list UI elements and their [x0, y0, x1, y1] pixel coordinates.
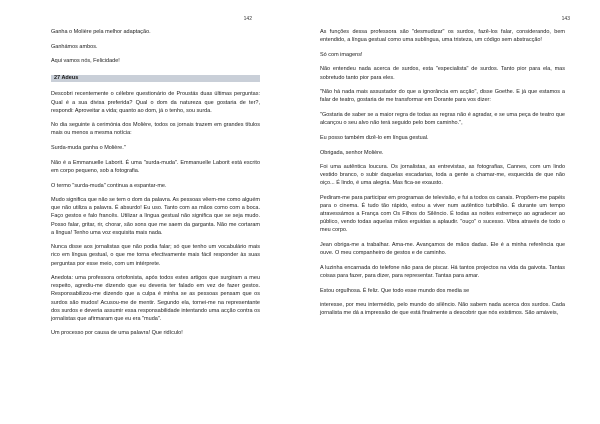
right-text-column: [320, 28, 565, 324]
paragraph: Mudo significa que não se tem o dom da palavra. As pessoas vêem-me como alguém que não utiliza a palavra. É absurdo! Eu uso. Tanto com as mãos como com a boca. Faço gestos e falo francês. Utilizar a língua gestual não significa que se seja mudo. Posso falar, gritar, rir, chorar, são sons que me saem da garganta. Não me cortaram a língua! Tenho uma voz esquisita mais nada.: [51, 197, 260, 236]
page-number: 142: [243, 16, 252, 22]
paragraph: Surda-muda ganha o Molière.": [51, 145, 126, 152]
paragraph: Obrigada, senhor Molière.: [320, 149, 384, 156]
paragraph: Foi uma autêntica loucura. Os jornalistas, as entrevistas, as fotografias, Cannes, com um lindo vestido branco, o subir daquelas escadarias, toda a gente a chamar-me, esquecida de que não oiço... É lindo, é uma alegria. Mas fica-se exausto.: [320, 164, 565, 187]
paragraph: Descobri recentemente o célebre questionário de Proustás duas últimas perguntas: Qual é a sua divisa preferida? Qual o dom da natureza que gostaria de ter?, respondi: Aproveitar a vida; quanto ao dom, já o tenho, sou surda.: [51, 91, 260, 114]
paragraph: Estou orgulhosa. É feliz. Que todo esse mundo dos media se: [320, 287, 470, 294]
paragraph: Pediram-me para participar em programas de televisão, e fui a todos os canais. Propõem-me papéis para o cinema. É tudo tão rápido, estou a viver num autêntico turbilhão. É durante um tempo atravessámos a França com Os Filhos do Silêncio. É todas as noites estremeço ao agradecer ao público, vendo todas aquelas mãos erguidas a aplaudir. "ouço" o sucesso. Vibra através de todo o meu corpo.: [320, 195, 565, 234]
paragraph: Anedota: uma professora ortofonista, após todos estes artigos que surgiram a meu respeito, agrediu-me dizendo que eu deveria ter falado em vez de fazer gestos. Responsabilizou-me dizendo que a culpa é minha se as pessoas pensam que os surdos são mudos! Acusou-me de mentir. Segundo ela, tornei-me na representante dos surdos e deveria assumir essa responsabilidade intentando uma acção contra os jornalistas que afirmaram que eu era "muda".: [51, 275, 260, 322]
paragraph: Só com imagens!: [320, 51, 363, 58]
chapter-heading: 27 Adeus: [51, 75, 260, 82]
paragraph: Eu posso também dizê-lo em língua gestual.: [320, 134, 429, 141]
paragraph: interesse, por meu intermédio, pelo mundo do silêncio. Não sabem nada acerca dos surdos. Cada jornalista me dá a impressão de que está finalmente a descobrir que nós existimos. São amáveis,: [320, 302, 565, 317]
paragraph: Não entendeu nada acerca de surdos, esta "especialista" de surdos. Tanto pior para ela, mas sobretudo tanto pior para eles.: [320, 66, 565, 81]
paragraph: O termo "surda-muda" continua a espantar-me.: [51, 182, 167, 189]
paragraph: A luzinha encarnada do telefone não para de piscar. Há tantos projectos na vida da gaivota. Tantas coisas para fazer, para dizer, para representar. Tantas para amar.: [320, 264, 565, 279]
paragraph: "Não há nada mais assustador do que a ignorância em acção", disse Goethe. E já que estamos a falar de teatro, gostaria de me transformar em Dorante para vos dizer:: [320, 89, 565, 104]
right-page: [300, 0, 600, 424]
page-number: 143: [561, 16, 570, 22]
paragraph: Aqui vamos nós, Felicidade!: [51, 58, 120, 65]
paragraph: Ganhámos ambos.: [51, 43, 98, 50]
paragraph: As funções dessa professora são "desmudizar" os surdos, fazê-los falar, considerando, bem entendido, a língua gestual como uma sublíngua, uma tristeza, um código sem abstracção!: [320, 29, 565, 44]
paragraph: Um processo por causa de uma palavra! Que ridículo!: [51, 330, 183, 337]
left-text-column: [51, 28, 260, 344]
paragraph: Não é a Emmanuelle Laborit. É uma "surda-muda". Emmanuelle Laborit está escrito em corpo pequeno, sob a fotografia.: [51, 159, 260, 174]
paragraph: Jean obriga-me a trabalhar. Ama-me. Avançamos de mãos dadas. Ele é a minha referência que ouve. O meu companheiro de gestos e de caminho.: [320, 242, 565, 257]
paragraph: No dia seguinte à cerimónia dos Molière, todos os jornais trazem em grandes títulos mais ou menos a mesma notícia:: [51, 122, 260, 137]
paragraph: "Gostaria de saber se a maior regra de todas as regras não é agradar, e se uma peça de teatro que alcançou o seu alvo não terá seguido pelo bom caminho.",: [320, 112, 565, 127]
paragraph: Nunca disse aos jornalistas que não podia falar; só que tenho um vocabulário mais rico em língua gestual, o que me torna efectivamente mais fácil responder às suas perguntas por esse meio, com um intérprete.: [51, 244, 260, 267]
paragraph: Ganha o Molière pela melhor adaptação.: [51, 29, 151, 35]
